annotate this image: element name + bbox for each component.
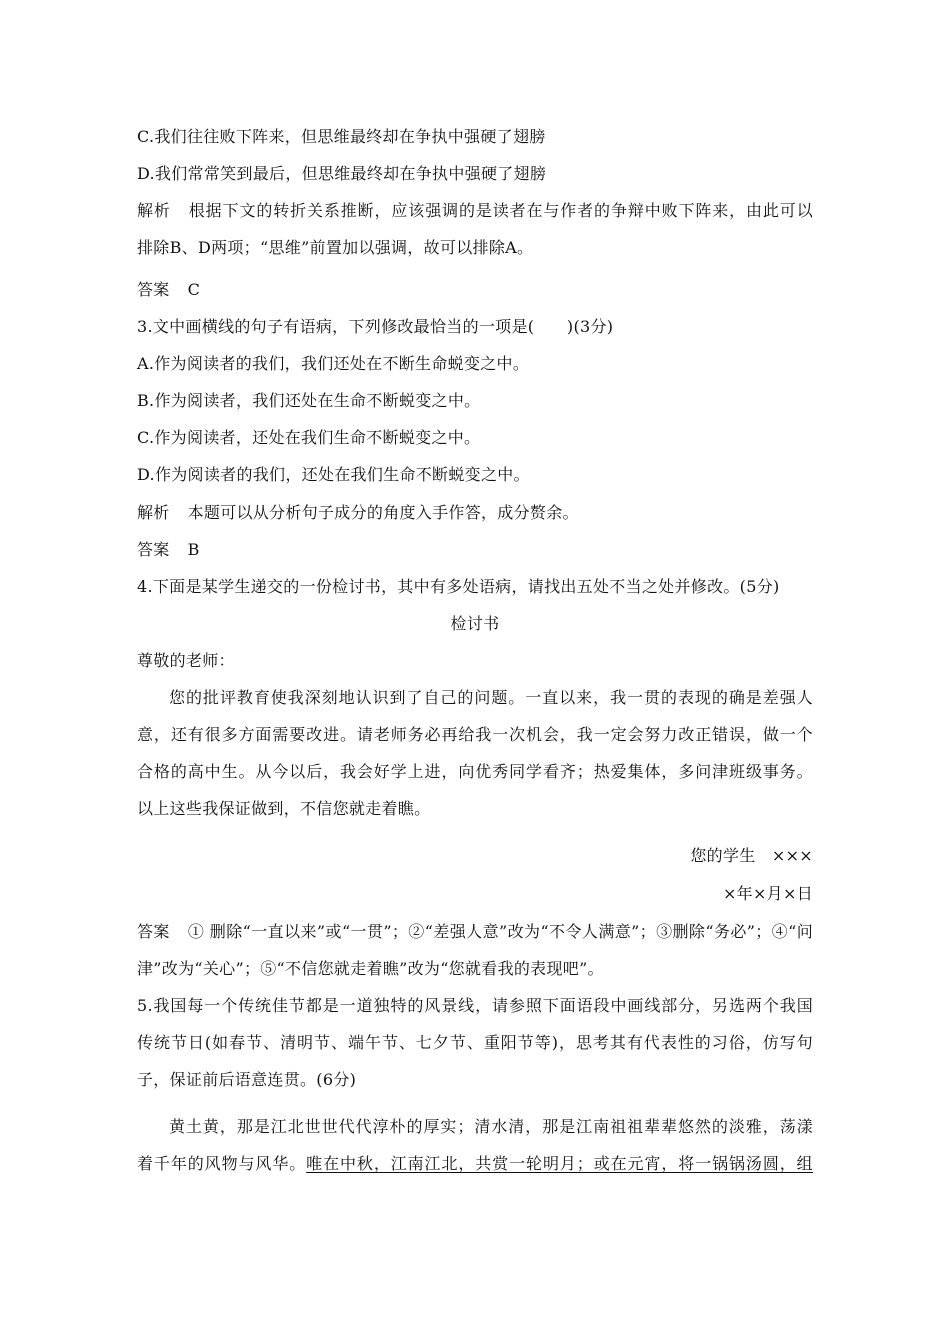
q3-option-d: D.作为阅读者的我们，还处在我们生命不断蜕变之中。 <box>137 465 530 484</box>
q3-answer <box>137 540 813 560</box>
q2-option-c: C.我们往往败下阵来，但思维最终却在争执中强硬了翅膀 <box>137 127 546 146</box>
q4-stem: 4.下面是某学生递交的一份检讨书，其中有多处语病，请找出五处不当之处并修改。(5分) <box>137 577 780 596</box>
letter-date: ×年×月×日 <box>722 884 813 903</box>
q3-option-b: B.作为阅读者，我们还处在生命不断蜕变之中。 <box>137 391 481 410</box>
letter-body-line-4: 以上这些我保证做到，不信您就走着瞧。 <box>137 799 431 818</box>
q3-option-c: C.作为阅读者，还处在我们生命不断蜕变之中。 <box>137 428 481 447</box>
q2-analysis-line-2: 排除B、D两项；“思维”前置加以强调，故可以排除A。 <box>137 238 534 257</box>
q5-stem-line-2: 传统节日(如春节、清明节、端午节、七夕节、重阳节等)，思考其有代表性的习俗，仿写句 <box>137 1033 813 1052</box>
passage-plain-text: 着千年的风物与风华。 <box>137 1154 307 1173</box>
letter-body-line-3: 合格的高中生。从今以后，我会好学上进，向优秀同学看齐；热爱集体，多问津班级事务。 <box>137 762 813 781</box>
q3-option-a: A.作为阅读者的我们，我们还处在不断生命蜕变之中。 <box>137 354 530 373</box>
q2-answer <box>137 280 813 300</box>
answer-value: C <box>187 280 201 299</box>
q4-answer-line-1 <box>137 922 813 942</box>
q5-passage-line-2 <box>137 1154 813 1174</box>
q5-passage-line-1: 黄土黄，那是江北世世代代淳朴的厚实；清水清，那是江南祖祖辈辈悠然的淡雅，荡漾 <box>169 1117 813 1136</box>
answer-text: ① 删除“一直以来”或“一贯”；②“差强人意”改为“不令人满意”；③删除“务必”；④“问 <box>187 922 814 941</box>
answer-label: 答案 <box>137 922 170 941</box>
q2-analysis-line-1 <box>137 201 813 221</box>
passage-underlined-text: 唯在中秋，江南江北，共赏一轮明月；或在元宵，将一锅锅汤圆，组 <box>306 1154 813 1173</box>
q4-answer-line-2: 津”改为“关心”；⑤“不信您就走着瞧”改为“您就看我的表现吧”。 <box>137 959 604 978</box>
letter-signature: 您的学生 ××× <box>690 846 813 865</box>
analysis-label: 解析 <box>137 201 171 220</box>
q2-option-d: D.我们常常笑到最后，但思维最终却在争执中强硬了翅膀 <box>137 164 547 183</box>
q3-stem: 3.文中画横线的句子有语病，下列修改最恰当的一项是( )(3分) <box>137 317 614 336</box>
analysis-label: 解析 <box>137 503 170 522</box>
q5-stem-line-3: 子，保证前后语意连贯。(6分) <box>137 1070 357 1089</box>
letter-title: 检讨书 <box>450 614 500 633</box>
q5-stem-line-1: 5.我国每一个传统佳节都是一道独特的风景线，请参照下面语段中画线部分，另选两个我国 <box>137 996 813 1015</box>
q3-analysis <box>137 503 813 523</box>
answer-label: 答案 <box>137 540 170 559</box>
letter-body-line-1: 您的批评教育使我深刻地认识到了自己的问题。一直以来，我一贯的表现的确是差强人 <box>169 688 813 707</box>
letter-body-line-2: 意，还有很多方面需要改进。请老师务必再给我一次机会，我一定会努力改正错误，做一个 <box>137 725 813 744</box>
answer-label: 答案 <box>137 280 170 299</box>
analysis-text: 根据下文的转折关系推断，应该强调的是读者在与作者的争辩中败下阵来，由此可以 <box>188 201 813 220</box>
analysis-text: 本题可以从分析句子成分的角度入手作答，成分赘余。 <box>187 503 579 522</box>
answer-value: B <box>187 540 200 559</box>
letter-salutation: 尊敬的老师： <box>137 651 235 670</box>
